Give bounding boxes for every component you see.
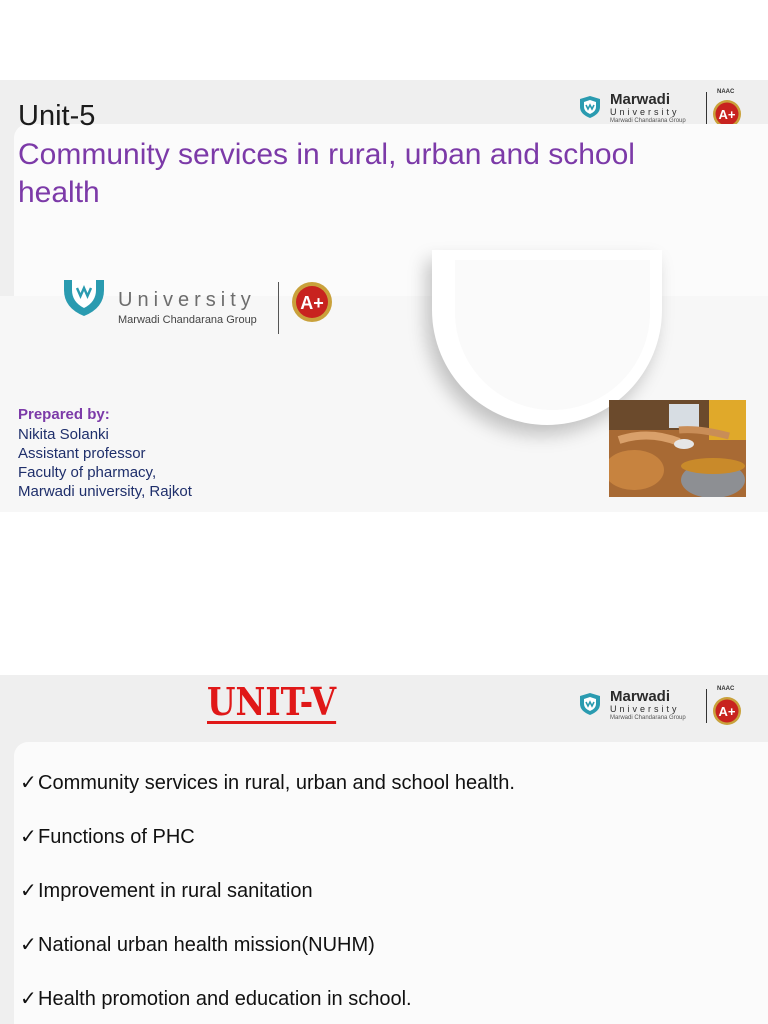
author-title: Assistant professor — [18, 445, 146, 462]
bullet-list-card — [14, 742, 768, 1024]
logo-divider — [706, 92, 707, 126]
list-item: ✓Functions of PHC — [20, 826, 195, 848]
checkmark-icon: ✓ — [20, 988, 37, 1010]
svg-text:A+: A+ — [718, 107, 736, 122]
university-group-text: Marwadi Chandarana Group — [118, 314, 257, 326]
logo-brand-text: Marwadi — [610, 91, 671, 108]
prepared-by-label: Prepared by: — [18, 406, 110, 423]
checkmark-icon: ✓ — [20, 934, 37, 956]
checkmark-icon: ✓ — [20, 826, 37, 848]
svg-text:A+: A+ — [718, 704, 736, 719]
checkmark-icon: ✓ — [20, 772, 37, 794]
svg-text:A+: A+ — [300, 293, 324, 313]
unit-label: Unit-5 — [18, 100, 96, 132]
unit-heading: UNIT-V — [207, 679, 337, 724]
naac-label: NAAC — [717, 89, 735, 95]
naac-a-plus-badge-icon — [711, 694, 743, 726]
logo-divider — [706, 689, 707, 723]
logo-subtitle-text: University — [610, 704, 680, 714]
naac-a-plus-badge-icon — [286, 282, 338, 334]
topic-title: Community services in rural, urban and school health — [18, 138, 635, 209]
university-shield-icon — [60, 280, 108, 316]
checkmark-icon: ✓ — [20, 880, 37, 902]
slide-unit-contents — [0, 675, 768, 1024]
logo-subtitle-text: University — [610, 107, 680, 117]
logo-brand-text: Marwadi — [610, 688, 671, 705]
list-item: ✓Health promotion and education in school. — [20, 988, 412, 1010]
community-service-photo — [609, 400, 746, 497]
slide-title — [0, 80, 768, 512]
logo-group-text: Marwadi Chandarana Group — [610, 118, 686, 124]
university-logo — [60, 280, 350, 342]
logo-divider — [278, 282, 279, 334]
author-faculty: Faculty of pharmacy, — [18, 464, 157, 481]
university-shield-icon — [578, 693, 602, 715]
university-shield-icon — [578, 96, 602, 118]
marwadi-header-logo — [578, 685, 753, 727]
list-item: ✓Community services in rural, urban and school health. — [20, 772, 515, 794]
naac-label: NAAC — [717, 686, 735, 692]
author-university: Marwadi university, Rajkot — [18, 483, 192, 500]
author-name: Nikita Solanki — [18, 426, 109, 443]
list-item: ✓National urban health mission(NUHM) — [20, 934, 375, 956]
university-wordmark: University — [118, 289, 256, 311]
list-item: ✓Improvement in rural sanitation — [20, 880, 313, 902]
logo-group-text: Marwadi Chandarana Group — [610, 715, 686, 721]
